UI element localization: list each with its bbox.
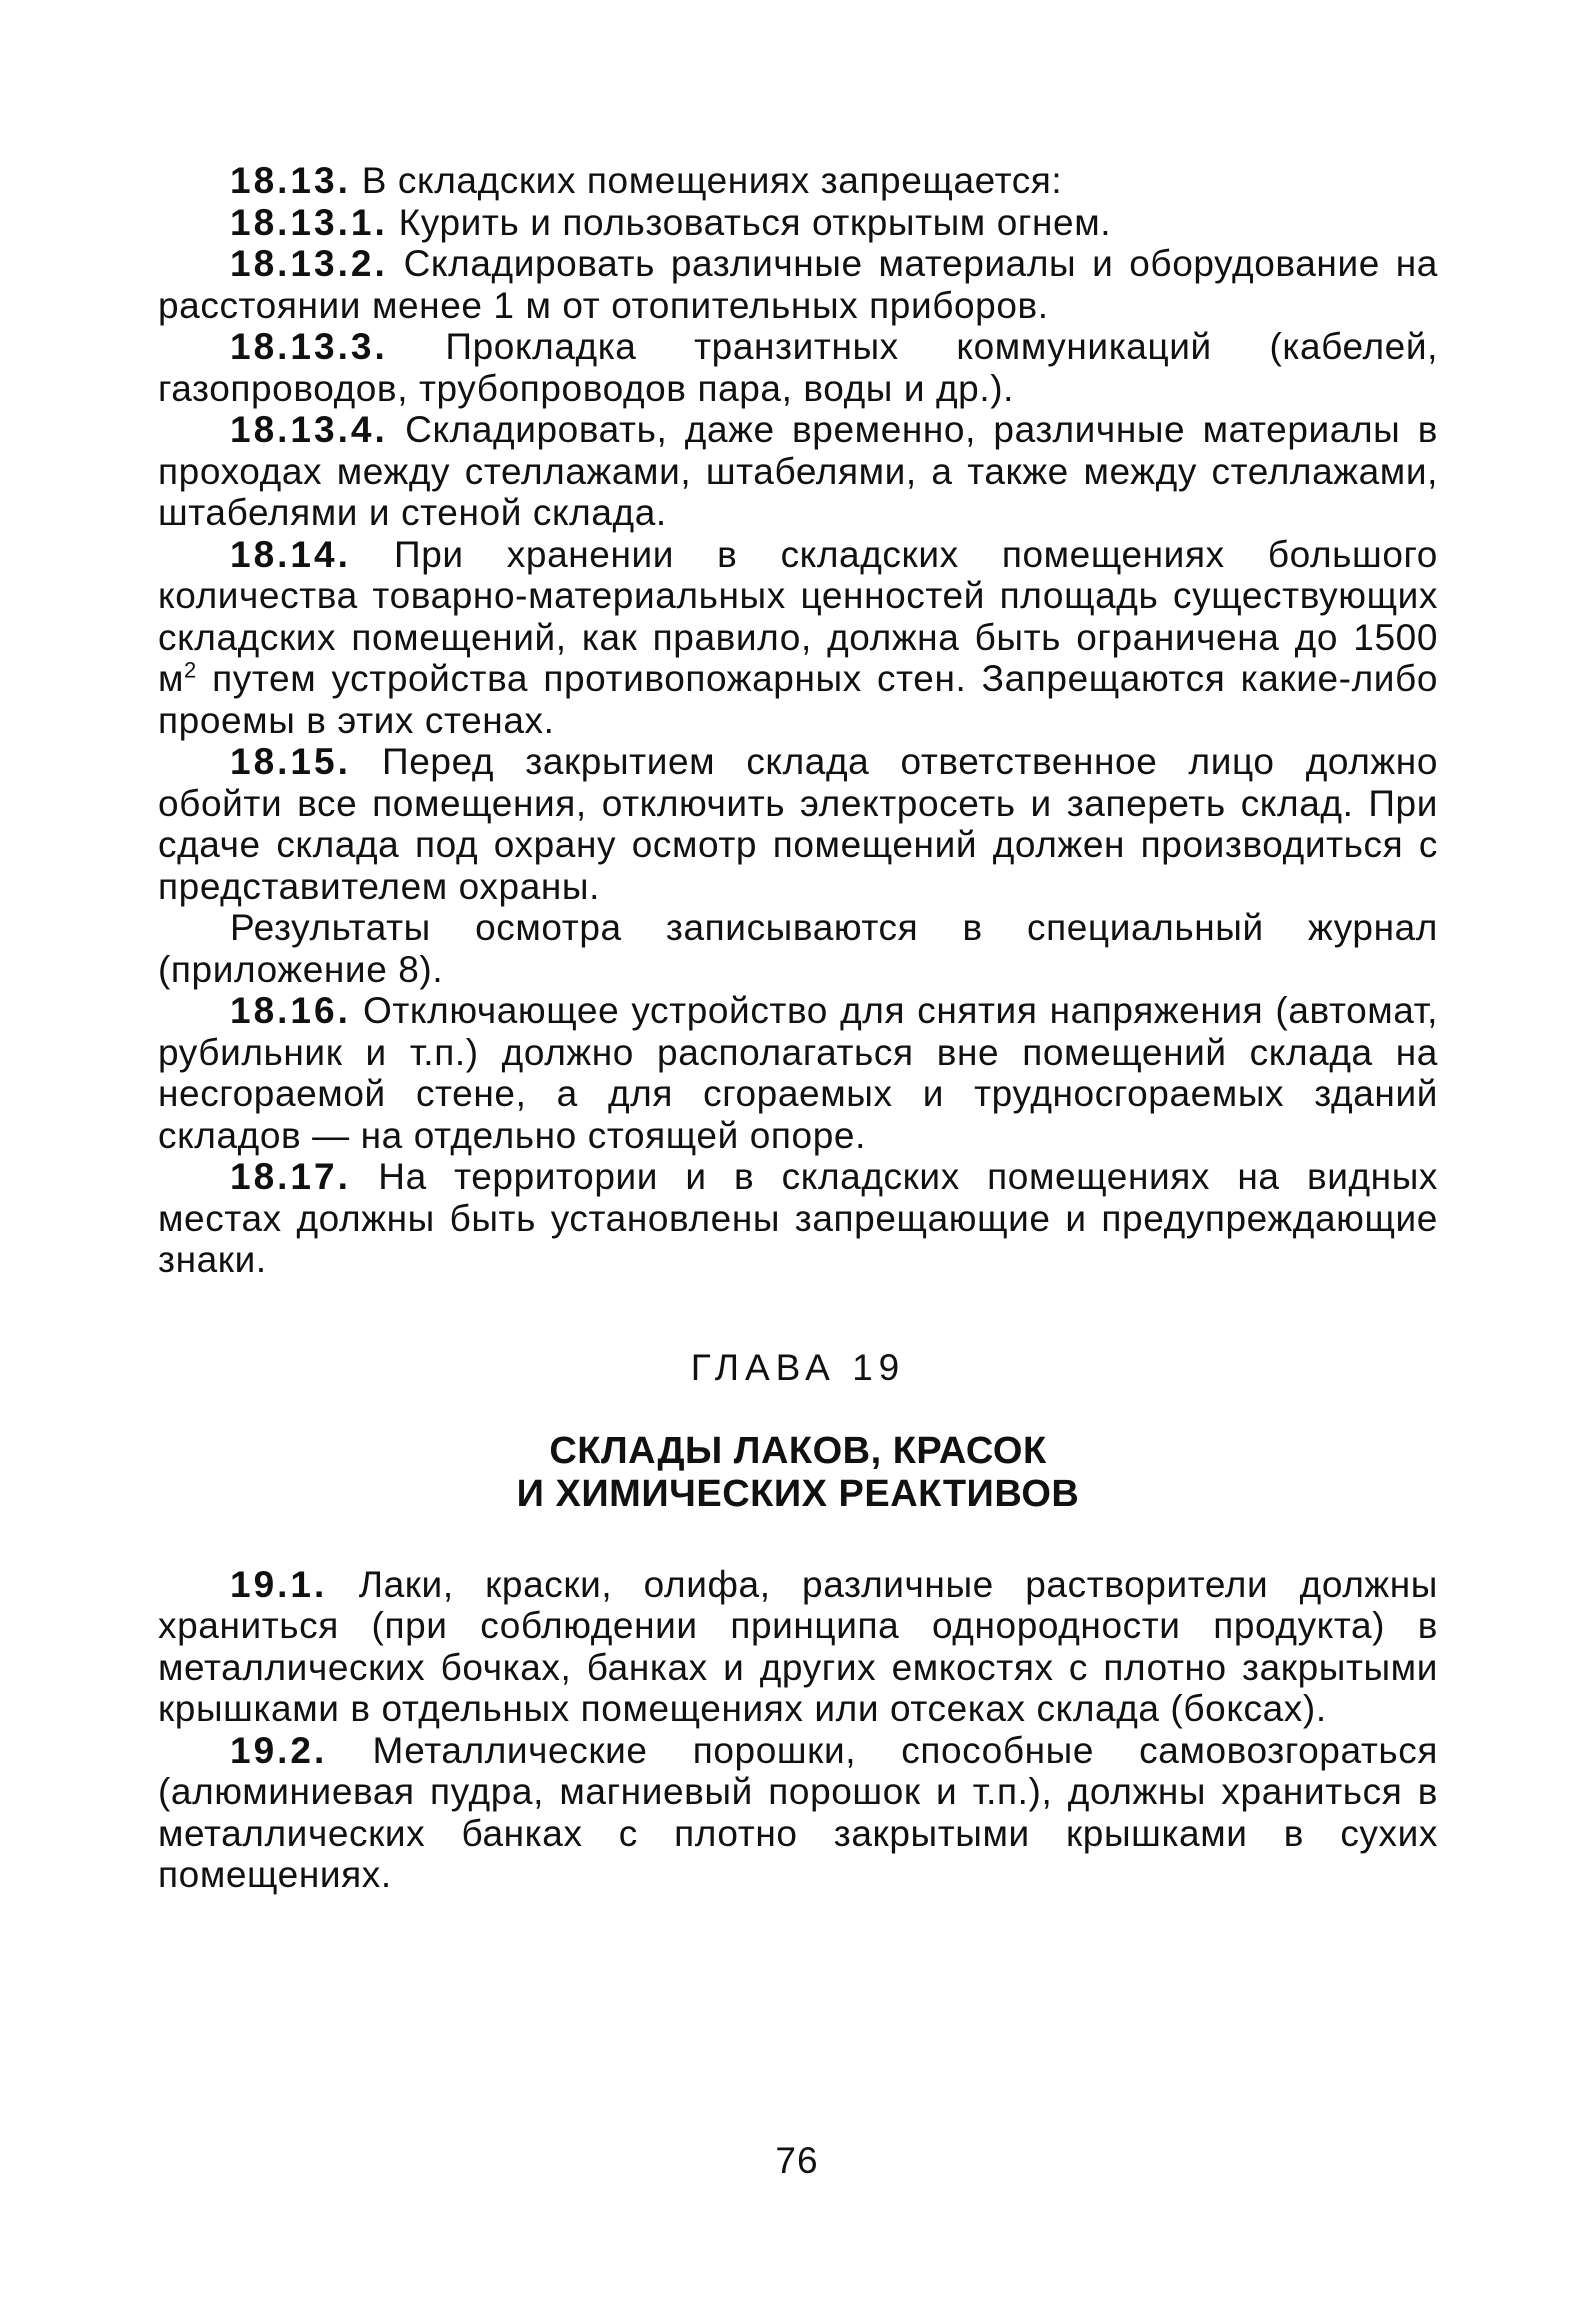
chapter-label: ГЛАВА 19 xyxy=(690,1346,906,1388)
clause-number: 18.13.1. xyxy=(230,201,388,243)
clause-number: 18.13.4. xyxy=(230,409,388,450)
paragraph-18-14 xyxy=(158,534,1438,742)
paragraph-19-2 xyxy=(158,1730,1438,1896)
clause-number: 18.16. xyxy=(230,990,351,1031)
paragraph-text: Курить и пользоваться открытым огнем. xyxy=(398,201,1112,243)
clause-number: 18.17. xyxy=(230,1156,351,1197)
paragraph-text: В складских помещениях запрещается: xyxy=(361,160,1063,201)
clause-number: 18.14. xyxy=(230,533,351,575)
paragraph-18-13 xyxy=(158,160,1438,202)
clause-number: 18.13.2. xyxy=(230,243,388,284)
paragraph-19-1 xyxy=(158,1564,1438,1730)
paragraph-18-13-4 xyxy=(158,409,1438,534)
paragraph-text: Лаки, краски, олифа, различные растворители должны храниться (при соблюдении принципа однородности продукта) в металлических бочках, банках и других емкостях с плотно закрытыми крышками в отдельных помещениях или отсеках склада (боксах). xyxy=(158,1563,1438,1729)
paragraph-text: На территории и в складских помещениях на видных местах должны быть установлены запрещающие и предупреждающие знаки. xyxy=(158,1156,1438,1280)
chapter-title xyxy=(158,1430,1438,1516)
paragraph-text: Прокладка транзитных коммуникаций (кабелей, газопроводов, трубопроводов пара, воды и др.). xyxy=(158,326,1438,409)
paragraph-text: Перед закрытием склада ответственное лицо должно обойти все помещения, отключить электросеть и запереть склад. При сдаче склада под охрану осмотр помещений должен производиться с представителем охраны. xyxy=(158,741,1438,907)
paragraph-text: Металлические порошки, способные самовозгораться (алюминиевая пудра, магниевый порошок и т.п.), должны храниться в металлических банках с плотно закрытыми крышками в сухих помещениях. xyxy=(158,1729,1438,1895)
paragraph-18-16 xyxy=(158,990,1438,1156)
clause-number: 18.15. xyxy=(230,741,351,782)
clause-number: 19.1. xyxy=(230,1563,328,1605)
chapter-title-line: СКЛАДЫ ЛАКОВ, КРАСОК xyxy=(549,1429,1047,1472)
paragraph-18-13-3 xyxy=(158,326,1438,409)
paragraph-18-15-note xyxy=(158,907,1438,990)
chapter-title-line: И ХИМИЧЕСКИХ РЕАКТИВОВ xyxy=(516,1472,1080,1515)
paragraph-text: При хранении в складских помещениях большого количества товарно-материальных ценностей площадь существующих складских помещений, как правило, должна быть ограничена до 1500 м xyxy=(158,533,1438,699)
page-number: 76 xyxy=(775,2140,819,2181)
paragraph-text: Складировать различные материалы и оборудование на расстоянии менее 1 м от отопительных приборов. xyxy=(158,243,1438,326)
paragraph-text-continued: путем устройства противопожарных стен. Запрещаются какие-либо проемы в этих стенах. xyxy=(158,658,1438,741)
clause-number: 19.2. xyxy=(230,1729,328,1771)
paragraph-text: Складировать, даже временно, различные материалы в проходах между стеллажами, штабелями, а также между стеллажами, штабелями и стеной склада. xyxy=(158,409,1438,533)
paragraph-text: Результаты осмотра записываются в специальный журнал (приложение 8). xyxy=(158,907,1438,990)
clause-number: 18.13. xyxy=(230,160,351,201)
clause-number: 18.13.3. xyxy=(230,326,388,367)
paragraph-text: Отключающее устройство для снятия напряжения (автомат, рубильник и т.п.) должно располагаться вне помещений склада на несгораемой стене, а для сгораемых и трудносгораемых зданий складов — на отдельно стоящей опоре. xyxy=(158,990,1438,1156)
paragraph-18-13-2 xyxy=(158,243,1438,326)
paragraph-18-17 xyxy=(158,1156,1438,1281)
superscript: 2 xyxy=(184,657,197,683)
paragraph-18-13-1 xyxy=(158,202,1438,244)
document-page xyxy=(158,160,1438,1896)
paragraph-18-15 xyxy=(158,741,1438,907)
